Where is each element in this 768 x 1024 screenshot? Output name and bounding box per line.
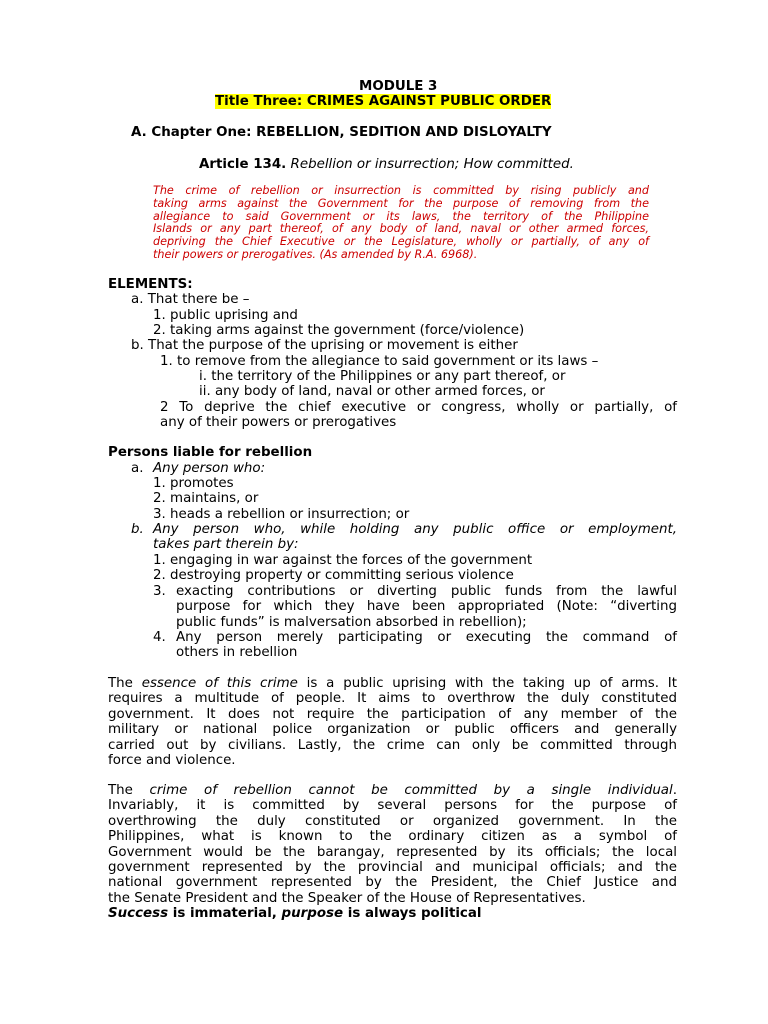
liable-b-text — [153, 522, 677, 553]
element-a: a. That there be – — [131, 292, 250, 307]
liable-b-line: Any person who, while holding any public office or employment, — [153, 522, 677, 537]
element-b1-ii: ii. any body of land, naval or other armed forces, or — [199, 384, 545, 399]
essence-line — [108, 676, 677, 691]
liable-b3-text — [176, 584, 677, 630]
liable-b3-line: exacting contributions or diverting public funds from the lawful — [176, 584, 677, 599]
article-caption: Rebellion or insurrection; How committed. — [290, 157, 574, 172]
liable-b-item: 2. destroying property or committing serious violence — [153, 568, 514, 583]
essence-text: The — [108, 676, 142, 691]
liable-b-item: 1. engaging in war against the forces of the government — [153, 553, 533, 568]
chapter-heading: A. Chapter One: REBELLION, SEDITION AND DISLOYALTY — [131, 125, 552, 140]
final-text: is immaterial, — [168, 906, 282, 921]
article-text-line: their powers or prerogatives. (As amended by R.A. 6968). — [153, 247, 478, 261]
essence-emphasis: essence of this crime — [141, 676, 298, 691]
essence-line: force and violence. — [108, 753, 236, 769]
liable-b-marker: b. — [131, 522, 144, 537]
liable-b-line: takes part therein by: — [153, 537, 299, 553]
single-text: . — [672, 783, 677, 798]
element-b2 — [160, 400, 677, 431]
article-text-line: The crime of rebellion or insurrection is committed by rising publicly and — [153, 184, 649, 197]
final-text: is always political — [343, 906, 482, 921]
element-a2: 2. taking arms against the government (force/violence) — [153, 323, 525, 338]
single-line: the Senate President and the Speaker of the House of Representatives. — [108, 890, 586, 906]
liable-b4-text — [176, 630, 677, 661]
essence-text: is a public uprising with the taking up of arms. It — [297, 676, 677, 691]
article-text-line: depriving the Chief Executive or the Legislature, wholly or partially, of any of — [153, 235, 649, 249]
element-b: b. That the purpose of the uprising or movement is either — [131, 338, 518, 353]
element-a1: 1. public uprising and — [153, 308, 298, 323]
liable-b4-line: others in rebellion — [176, 645, 298, 661]
single-line: Government would be the barangay, represented by its officials; the local — [108, 844, 677, 860]
final-statement — [108, 906, 482, 921]
liable-b3-marker: 3. — [153, 584, 166, 599]
single-emphasis: crime of rebellion cannot be committed by a single individual — [149, 783, 673, 798]
article-heading — [199, 157, 574, 172]
liable-b3-line: public funds” is malversation absorbed in rebellion); — [176, 614, 527, 630]
article-text-line: taking arms against the Government for the purpose of removing from the — [153, 196, 649, 210]
article-text-line: allegiance to said Government or its laws, the territory of the Philippine — [153, 209, 649, 223]
single-line: national government represented by the President, the Chief Justice and — [108, 875, 677, 891]
single-line: government represented by the provincial and municipal officials; and the — [108, 860, 677, 876]
article-text-line: Islands or any part thereof, of any body of land, naval or other armed forces, — [153, 222, 649, 236]
liable-a-item: 2. maintains, or — [153, 491, 259, 506]
article-number: Article 134. — [199, 157, 287, 172]
liable-heading: Persons liable for rebellion — [108, 445, 313, 460]
liable-b3-line: purpose for which they have been appropriated (Note: “diverting — [176, 599, 677, 615]
liable-a-text: Any person who: — [153, 461, 266, 476]
liable-a-marker: a. — [131, 461, 144, 476]
single-line — [108, 783, 677, 798]
single-line: overthrowing the duly constituted or organized government. In the — [108, 813, 677, 829]
liable-a-item: 1. promotes — [153, 476, 234, 491]
article-text — [153, 185, 649, 262]
single-text: The — [108, 783, 150, 798]
title-heading: Title Three: CRIMES AGAINST PUBLIC ORDER — [215, 94, 552, 109]
module-label: MODULE 3 — [359, 79, 438, 94]
liable-b4-line: Any person merely participating or executing the command of — [176, 630, 677, 645]
essence-line: government. It does not require the participation of any member of the — [108, 706, 677, 722]
essence-line: requires a multitude of people. It aims to overthrow the duly constituted — [108, 691, 677, 707]
single-line: Invariably, it is committed by several persons for the purpose of — [108, 798, 677, 814]
single-individual-paragraph — [108, 783, 677, 906]
essence-line: military or national police organization or public officers and generally — [108, 722, 677, 738]
single-line: Philippines, what is known to the ordinary citizen as a symbol of — [108, 829, 677, 845]
element-b2-line: 2 To deprive the chief executive or congress, wholly or partially, of — [160, 400, 677, 415]
elements-heading: ELEMENTS: — [108, 277, 193, 292]
essence-line: carried out by civilians. Lastly, the crime can only be committed through — [108, 737, 677, 753]
liable-b4-marker: 4. — [153, 630, 166, 645]
final-purpose: purpose — [281, 906, 344, 921]
final-success: Success — [108, 906, 169, 921]
element-b1: 1. to remove from the allegiance to said government or its laws – — [160, 354, 599, 369]
element-b1-i: i. the territory of the Philippines or any part thereof, or — [199, 369, 566, 384]
element-b2-line: any of their powers or prerogatives — [160, 415, 397, 431]
liable-a-item: 3. heads a rebellion or insurrection; or — [153, 507, 410, 522]
essence-paragraph — [108, 676, 677, 768]
